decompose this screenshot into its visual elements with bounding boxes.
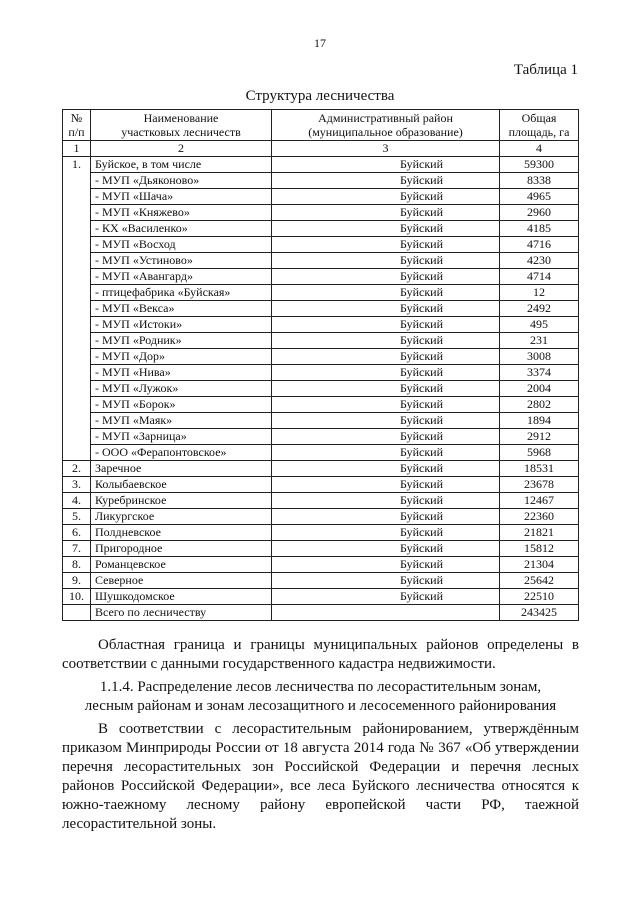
row-number: 1.	[63, 157, 91, 173]
row-forestry-name: - МУП «Авангард»	[91, 269, 272, 285]
row-forestry-name: - МУП «Дор»	[91, 349, 272, 365]
table-title: Структура лесничества	[245, 88, 395, 104]
table-label: Таблица 1	[513, 62, 578, 78]
header-name	[91, 110, 272, 141]
table-row	[63, 557, 579, 573]
row-district: Буйский	[272, 477, 500, 493]
row-forestry-name: - МУП «Дьяконово»	[91, 173, 272, 189]
row-number: 8.	[63, 557, 91, 573]
table-row	[63, 317, 579, 333]
forestry-structure-table	[62, 109, 579, 621]
row-number	[63, 429, 91, 445]
row-forestry-name: - МУП «Истоки»	[91, 317, 272, 333]
row-district: Буйский	[272, 445, 500, 461]
table-row	[63, 221, 579, 237]
row-number: 7.	[63, 541, 91, 557]
table-row	[63, 333, 579, 349]
table-row	[63, 541, 579, 557]
row-number	[63, 317, 91, 333]
row-district: Буйский	[272, 461, 500, 477]
row-area: 4716	[500, 237, 579, 253]
row-district: Буйский	[272, 493, 500, 509]
row-forestry-name: - птицефабрика «Буйская»	[91, 285, 272, 301]
table-row	[63, 509, 579, 525]
header-area-line2: площадь, га	[508, 125, 570, 139]
row-area: 4714	[500, 269, 579, 285]
row-district: Буйский	[272, 221, 500, 237]
row-number: 4.	[63, 493, 91, 509]
row-forestry-name: - МУП «Родник»	[91, 333, 272, 349]
header-num-line1: №	[70, 111, 83, 125]
page-number: 17	[314, 36, 326, 50]
row-area: 23678	[500, 477, 579, 493]
row-district: Буйский	[272, 285, 500, 301]
row-area: 21821	[500, 525, 579, 541]
row-number: 6.	[63, 525, 91, 541]
row-forestry-name: - МУП «Зарница»	[91, 429, 272, 445]
row-number	[63, 445, 91, 461]
table-row	[63, 253, 579, 269]
row-forestry-name: - МУП «Нива»	[91, 365, 272, 381]
row-forestry-name: Заречное	[91, 461, 272, 477]
row-area: 495	[500, 317, 579, 333]
row-district: Буйский	[272, 557, 500, 573]
column-number: 1	[63, 141, 91, 157]
header-name-line2: участковых лесничеств	[121, 125, 241, 139]
row-area: 12	[500, 285, 579, 301]
row-forestry-name: Ликургское	[91, 509, 272, 525]
row-area: 2960	[500, 205, 579, 221]
column-number: 3	[272, 141, 500, 157]
header-district-line2: (муниципальное образование)	[308, 125, 463, 139]
header-district-line1: Административный район	[318, 111, 453, 125]
row-district: Буйский	[272, 173, 500, 189]
row-area: 25642	[500, 573, 579, 589]
row-area: 21304	[500, 557, 579, 573]
row-number	[63, 349, 91, 365]
row-forestry-name: Романцевское	[91, 557, 272, 573]
total-area: 243425	[500, 605, 579, 621]
table-row	[63, 205, 579, 221]
table-row	[63, 381, 579, 397]
header-area	[500, 110, 579, 141]
table-row	[63, 413, 579, 429]
row-area: 12467	[500, 493, 579, 509]
table-total-row	[63, 605, 579, 621]
row-area: 2004	[500, 381, 579, 397]
row-forestry-name: Куребринское	[91, 493, 272, 509]
row-number: 9.	[63, 573, 91, 589]
row-area: 22510	[500, 589, 579, 605]
row-number: 5.	[63, 509, 91, 525]
table-row	[63, 493, 579, 509]
row-area: 2492	[500, 301, 579, 317]
row-forestry-name: Северное	[91, 573, 272, 589]
row-number	[63, 333, 91, 349]
row-number	[63, 397, 91, 413]
header-name-line1: Наименование	[143, 111, 219, 125]
table-body	[63, 157, 579, 621]
paragraph-zoning: В соответствии с лесорастительным районированием, утверждённым приказом Минприроды России от 18 августа 2014 года № 367 «Об утверждении перечня лесорастительных зон Российской Федерации и перечня лесных районов Российской Федерации», все леса Буйского лесничества относятся к южно-таежному лесному району европейской части РФ, таежной лесорастительной зоны.	[62, 721, 579, 832]
total-number-cell	[63, 605, 91, 621]
total-label: Всего по лесничеству	[91, 605, 272, 621]
paragraph-borders: Областная граница и границы муниципальных районов определены в соответствии с данными государственного кадастра недвижимости.	[62, 637, 579, 672]
row-area: 18531	[500, 461, 579, 477]
table-row	[63, 461, 579, 477]
column-number-row	[63, 141, 579, 157]
row-number	[63, 189, 91, 205]
row-number	[63, 381, 91, 397]
row-area: 231	[500, 333, 579, 349]
row-district: Буйский	[272, 317, 500, 333]
row-number	[63, 237, 91, 253]
row-area: 22360	[500, 509, 579, 525]
table-row	[63, 285, 579, 301]
row-forestry-name: Шушкодомское	[91, 589, 272, 605]
row-forestry-name: - МУП «Устиново»	[91, 253, 272, 269]
row-forestry-name: - МУП «Шача»	[91, 189, 272, 205]
row-area: 15812	[500, 541, 579, 557]
row-area: 8338	[500, 173, 579, 189]
row-area: 59300	[500, 157, 579, 173]
row-area: 2912	[500, 429, 579, 445]
row-number: 10.	[63, 589, 91, 605]
row-number	[63, 205, 91, 221]
row-district: Буйский	[272, 541, 500, 557]
row-forestry-name: Колыбаевское	[91, 477, 272, 493]
table-row	[63, 349, 579, 365]
row-district: Буйский	[272, 573, 500, 589]
table-header-row	[63, 110, 579, 141]
row-district: Буйский	[272, 397, 500, 413]
row-district: Буйский	[272, 509, 500, 525]
row-area: 4185	[500, 221, 579, 237]
row-district: Буйский	[272, 365, 500, 381]
table-row	[63, 365, 579, 381]
row-district: Буйский	[272, 253, 500, 269]
row-area: 1894	[500, 413, 579, 429]
row-number	[63, 365, 91, 381]
header-district	[272, 110, 500, 141]
row-district: Буйский	[272, 189, 500, 205]
row-forestry-name: - МУП «Векса»	[91, 301, 272, 317]
table-row	[63, 573, 579, 589]
header-num-line2: п/п	[68, 125, 85, 139]
row-district: Буйский	[272, 205, 500, 221]
column-number: 4	[500, 141, 579, 157]
row-forestry-name: - МУП «Лужок»	[91, 381, 272, 397]
row-forestry-name: Пригородное	[91, 541, 272, 557]
row-district: Буйский	[272, 301, 500, 317]
table-row	[63, 445, 579, 461]
row-district: Буйский	[272, 333, 500, 349]
row-number	[63, 285, 91, 301]
table-row	[63, 477, 579, 493]
table-row	[63, 269, 579, 285]
header-area-line1: Общая	[521, 111, 557, 125]
row-number: 3.	[63, 477, 91, 493]
row-area: 3008	[500, 349, 579, 365]
row-forestry-name: - МУП «Княжево»	[91, 205, 272, 221]
table-row	[63, 589, 579, 605]
row-number	[63, 269, 91, 285]
table-row	[63, 429, 579, 445]
row-forestry-name: - МУП «Борок»	[91, 397, 272, 413]
row-district: Буйский	[272, 269, 500, 285]
row-forestry-name: - МУП «Маяк»	[91, 413, 272, 429]
header-num	[63, 110, 91, 141]
table-row	[63, 189, 579, 205]
row-forestry-name: - КХ «Василенко»	[91, 221, 272, 237]
table-row	[63, 237, 579, 253]
column-number: 2	[91, 141, 272, 157]
row-district: Буйский	[272, 429, 500, 445]
row-area: 5968	[500, 445, 579, 461]
table-row	[63, 173, 579, 189]
row-area: 4230	[500, 253, 579, 269]
row-area: 2802	[500, 397, 579, 413]
row-area: 3374	[500, 365, 579, 381]
row-district: Буйский	[272, 413, 500, 429]
row-number	[63, 253, 91, 269]
row-district: Буйский	[272, 381, 500, 397]
table-row	[63, 157, 579, 173]
row-number	[63, 301, 91, 317]
row-forestry-name: - ООО «Ферапонтовское»	[91, 445, 272, 461]
row-forestry-name: - МУП «Восход	[91, 237, 272, 253]
row-number: 2.	[63, 461, 91, 477]
row-number	[63, 173, 91, 189]
row-forestry-name: Полдневское	[91, 525, 272, 541]
row-district: Буйский	[272, 525, 500, 541]
row-number	[63, 221, 91, 237]
row-district: Буйский	[272, 157, 500, 173]
table-row	[63, 301, 579, 317]
row-number	[63, 413, 91, 429]
row-district: Буйский	[272, 349, 500, 365]
table-row	[63, 525, 579, 541]
row-district: Буйский	[272, 589, 500, 605]
section-heading: 1.1.4. Распределение лесов лесничества по лесорастительным зонам, лесным районам и зонам лесозащитного и лесосеменного районирования	[84, 679, 557, 714]
row-district: Буйский	[272, 237, 500, 253]
row-area: 4965	[500, 189, 579, 205]
total-district-cell	[272, 605, 500, 621]
table-row	[63, 397, 579, 413]
row-forestry-name: Буйское, в том числе	[91, 157, 272, 173]
